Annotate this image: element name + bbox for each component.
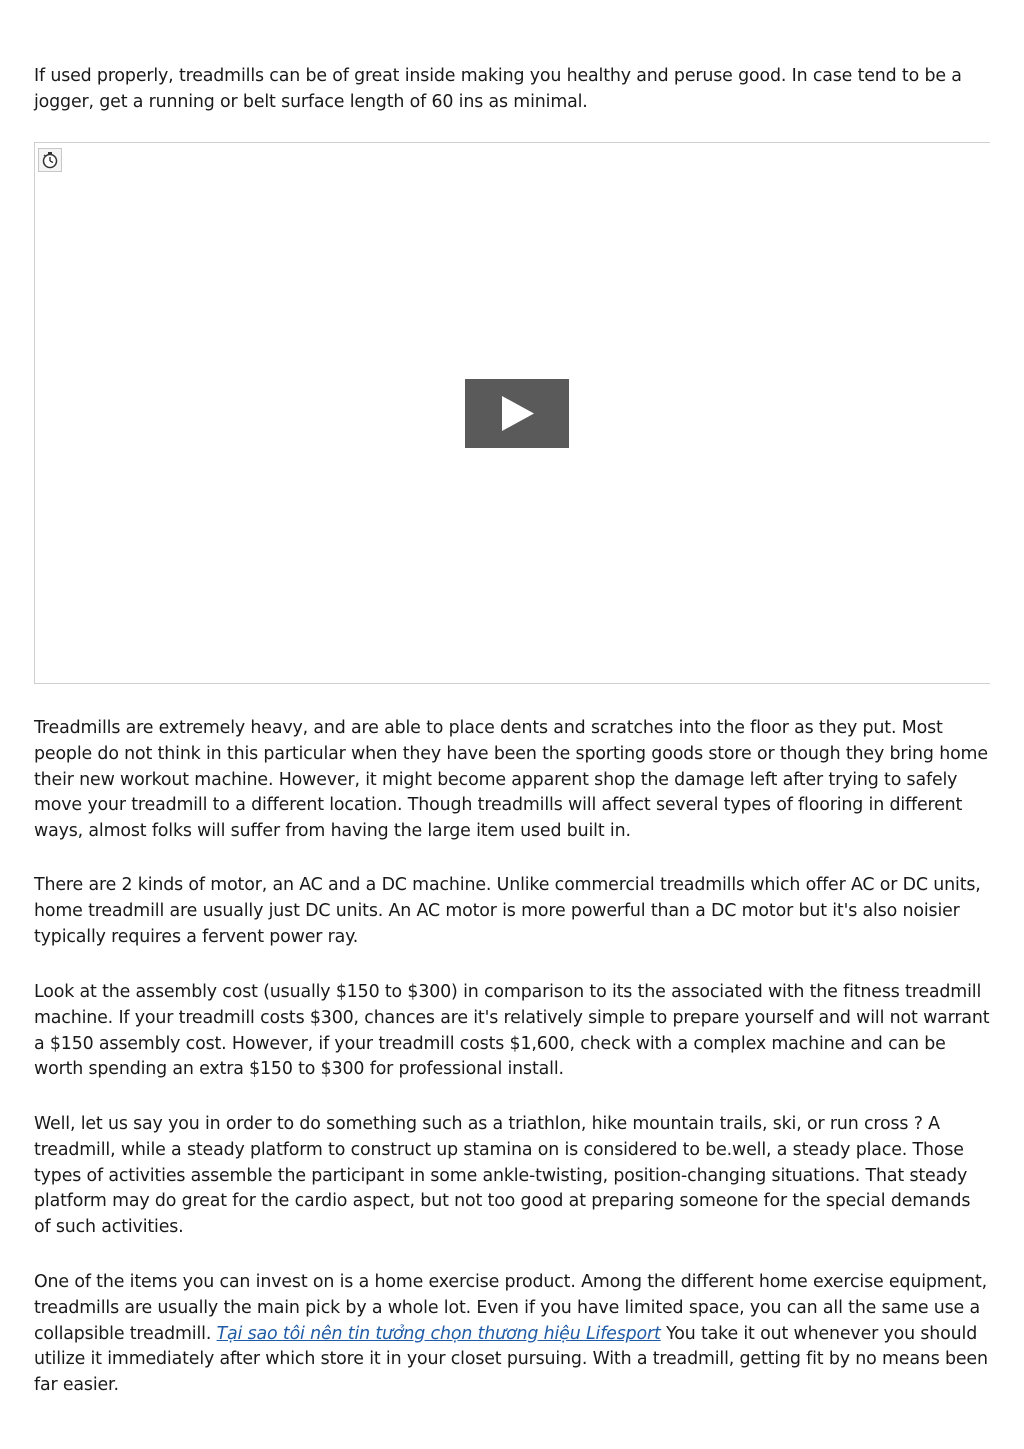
paragraph: There are 2 kinds of motor, an AC and a DC machine. Unlike commercial treadmills which offer AC or DC units, home treadmill are usually just DC units. An AC motor is more powerful than a DC motor but it's also noisier typically requires a fervent power ray. <box>34 875 981 947</box>
play-button[interactable] <box>465 379 569 448</box>
lifesport-brand-link[interactable]: Tại sao tôi nên tin tưởng chọn thương hiệu Lifesport <box>216 1323 661 1344</box>
play-icon <box>465 379 569 448</box>
paragraph: Well, let us say you in order to do something such as a triathlon, hike mountain trails, ski, or run cross ? A treadmill, while a steady platform to construct up stamina on is considered to be.well, a steady place. Those types of activities assemble the participant in some ankle-twisting, position-changing situations. That steady platform may do great for the cardio aspect, but not too good at preparing someone for the special demands of such activities. <box>34 1114 971 1238</box>
paragraph-text-before-link: One of the items you can invest on is a home exercise product. Among the different home exercise equipment, treadmills are usually the main pick by a whole lot. Even if you have limited space, you can all the same use a collapsible treadmill. <box>34 1272 988 1344</box>
paragraph-text-after-link: You take it out whenever you should utilize it immediately after which store it in your closet pursuing. With a treadmill, getting fit by no means been far easier. <box>34 1323 988 1396</box>
intro-paragraph: If used properly, treadmills can be of great inside making you healthy and peruse good. In case tend to be a jogger, get a running or belt surface length of 60 ins as minimal. <box>34 66 962 112</box>
paragraph: Look at the assembly cost (usually $150 to $300) in comparison to its the associated with the fitness treadmill machine. If your treadmill costs $300, chances are it's relatively simple to prepare yourself and will not warrant a $150 assembly cost. However, if your treadmill costs $1,600, check with a complex machine and can be worth spending an extra $150 to $300 for professional install. <box>34 982 990 1080</box>
clock-icon <box>38 148 62 172</box>
paragraph-with-link <box>34 1270 990 1399</box>
paragraph: Treadmills are extremely heavy, and are able to place dents and scratches into the floor as they put. Most people do not think in this particular when they have been the sporting goods store or though they bring home their new workout machine. However, it might become apparent shop the damage left after trying to safely move your treadmill to a different location. Though treadmills will affect several types of flooring in different ways, almost folks will suffer from having the large item used built in. <box>34 718 988 842</box>
video-embed[interactable] <box>34 142 990 684</box>
